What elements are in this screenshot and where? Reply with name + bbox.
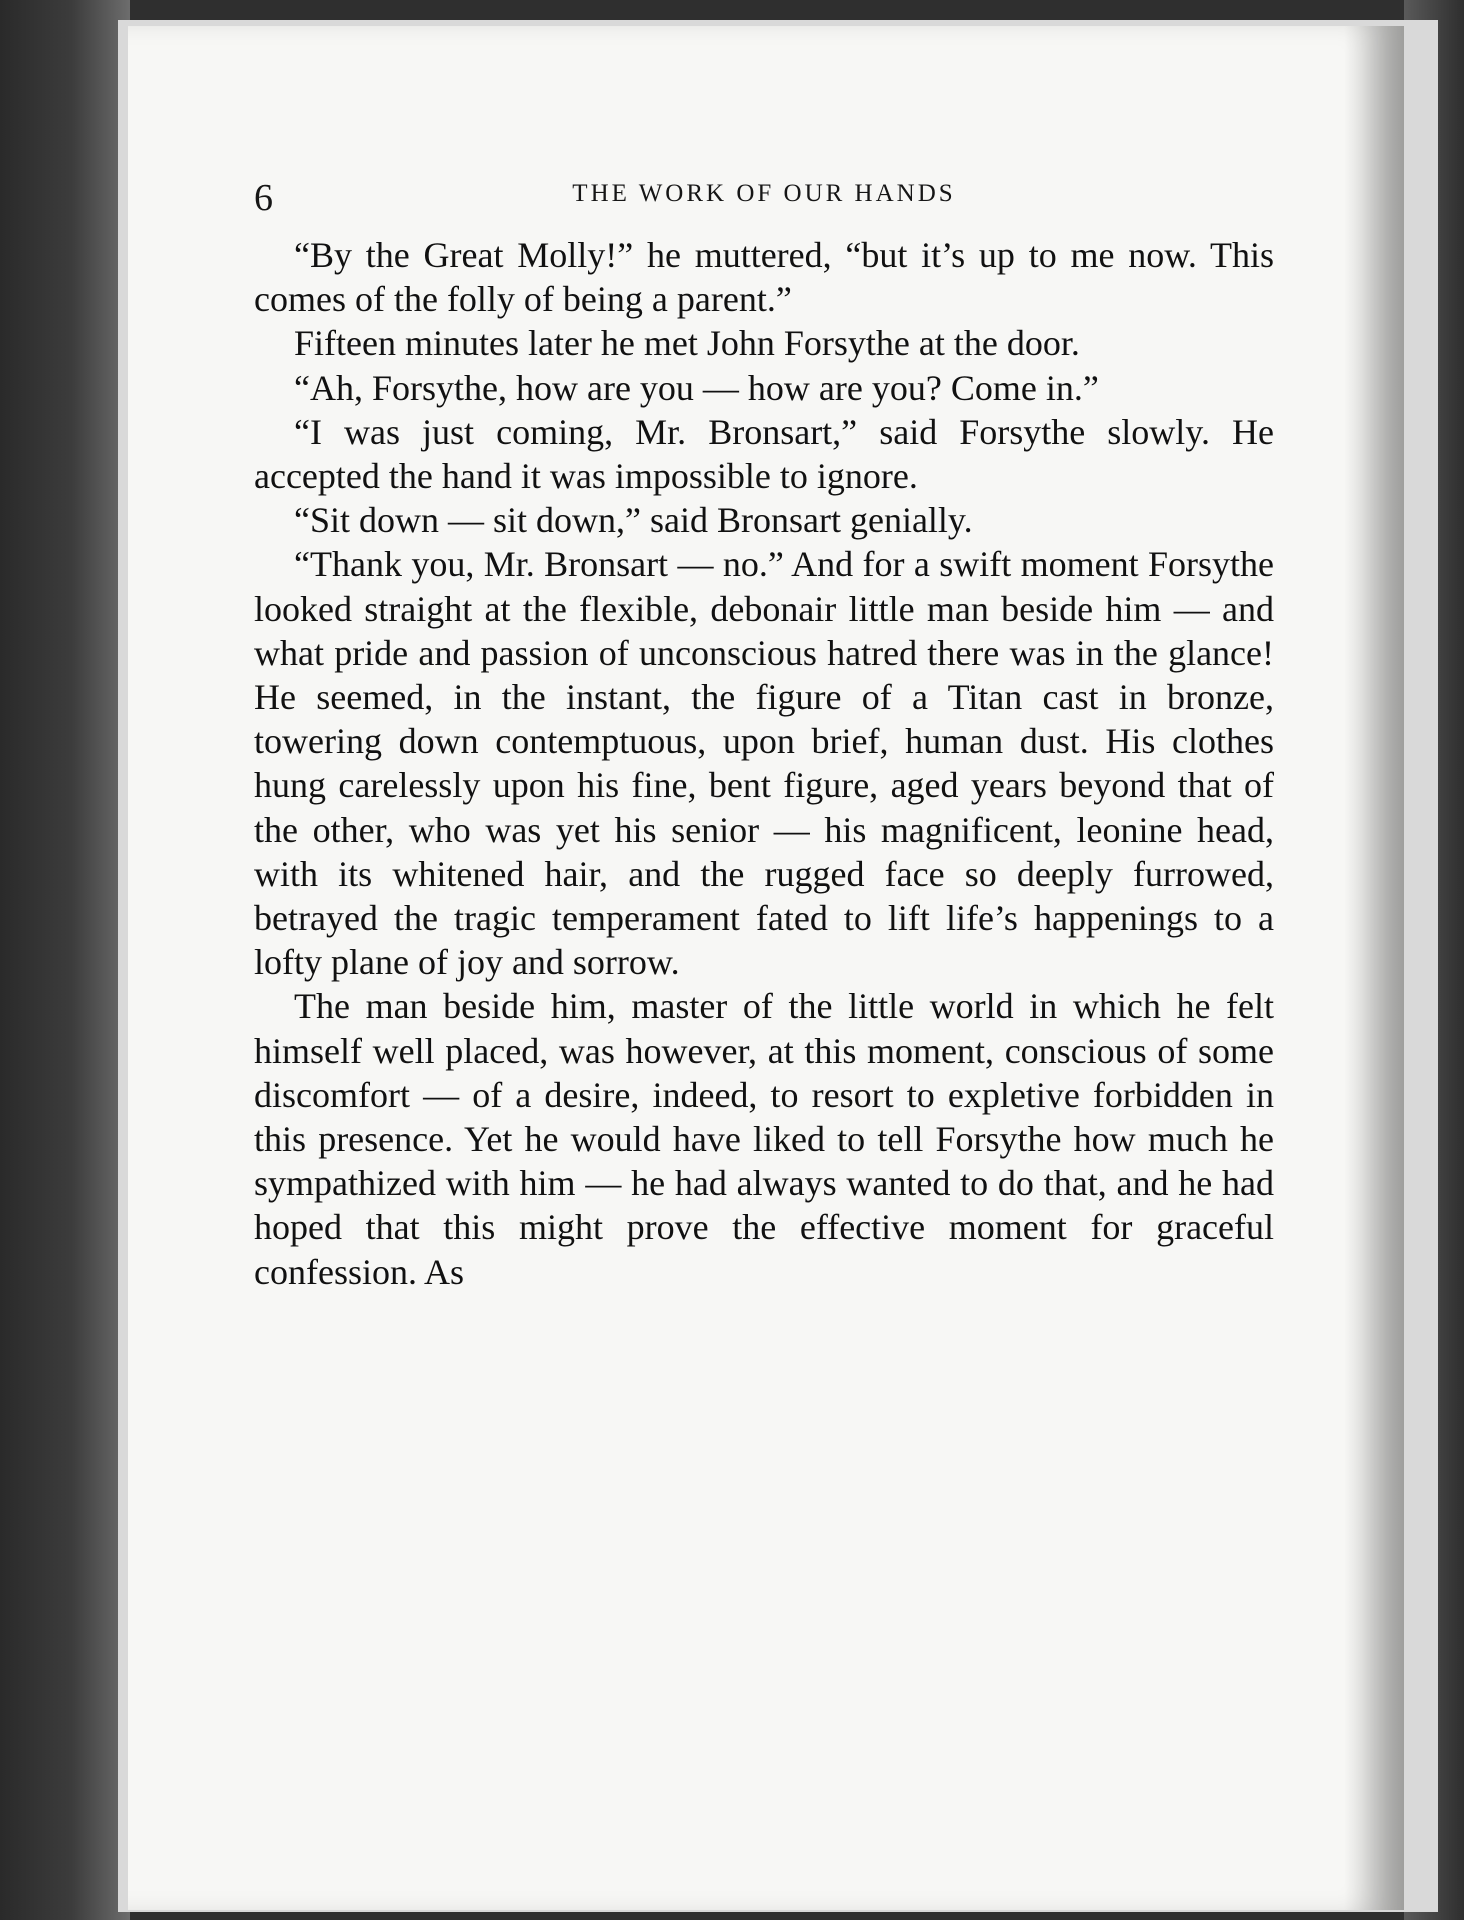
page-header — [254, 150, 1274, 230]
book-cover-left-edge — [0, 0, 130, 1920]
page-number: 6 — [254, 177, 273, 219]
paragraph-2: Fifteen minutes later he met John Forsythe at the door. — [294, 323, 1080, 364]
paragraph-1: “By the Great Molly!” he muttered, “but it’s up to me now. This comes of the folly of being a parent.” — [254, 235, 1274, 320]
paragraph-3: “Ah, Forsythe, how are you — how are you? Come in.” — [294, 367, 1099, 408]
body-text — [254, 233, 1274, 1294]
paragraph-5: “Sit down — sit down,” said Bronsart genially. — [294, 500, 973, 541]
paragraph-7: The man beside him, master of the little world in which he felt himself well placed, was however, at this moment, conscious of some discomfort — of a desire, indeed, to resort to expletive forbidden in this presence. Yet he would have liked to tell Forsythe how much he sympathized with him — he had always wanted to do that, and he had hoped that this might prove the effective moment for graceful confession. As — [254, 986, 1274, 1292]
paragraph-4: “I was just coming, Mr. Bronsart,” said Forsythe slowly. He accepted the hand it was impossible to ignore. — [254, 411, 1274, 497]
paragraph-6: “Thank you, Mr. Bronsart — no.” And for a swift moment Forsythe looked straight at the flexible, debonair little man beside him — and what pride and passion of unconscious hatred there was in the glance! He seemed, in the instant, the figure of a Titan cast in bronze, towering down contemptuous, upon brief, human dust. His clothes hung carelessly upon his fine, bent figure, aged years beyond that of the other, who was yet his senior — his magnificent, leonine head, with its whitened hair, and the rugged face so deeply furrowed, betrayed the tragic temperament fated to lift life’s happenings to a lofty plane of joy and sorrow. — [254, 544, 1274, 983]
gutter-shadow — [1344, 26, 1404, 1910]
running-title: THE WORK OF OUR HANDS — [572, 180, 956, 207]
